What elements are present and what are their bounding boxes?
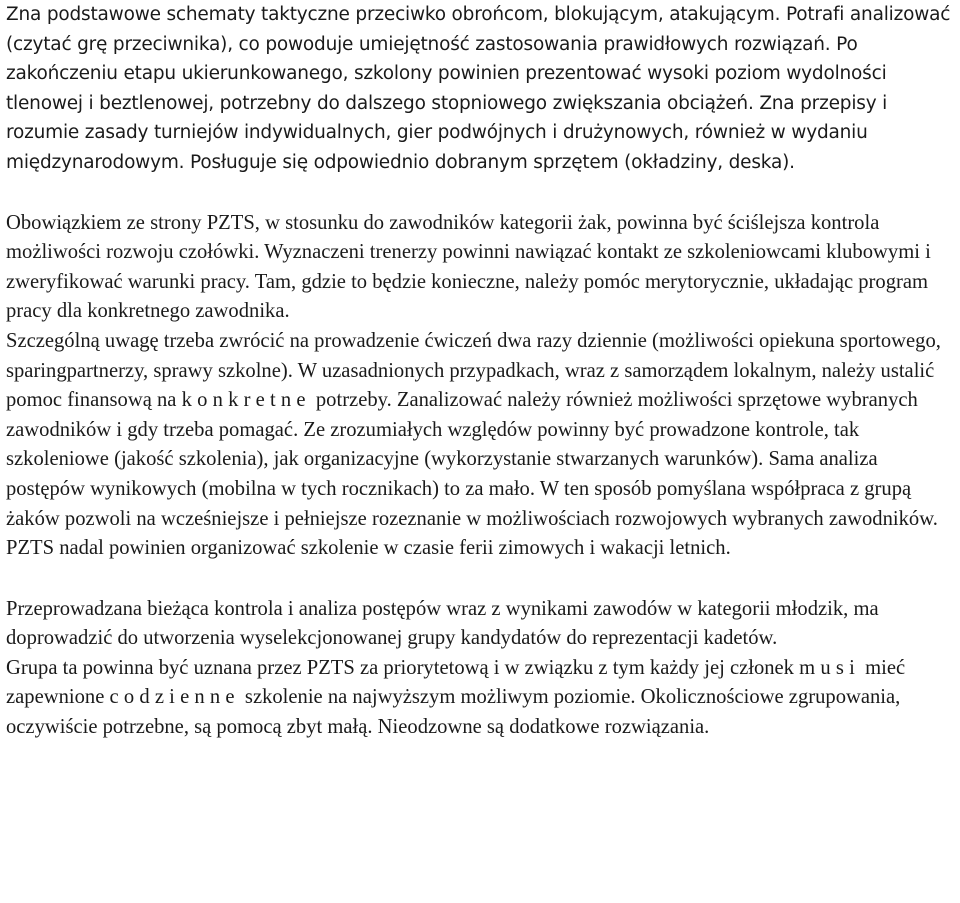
emphasized-word: codzienne <box>109 686 240 709</box>
paragraph-pzts-duties: Obowiązkiem ze strony PZTS, w stosunku do zawodników kategorii żak, powinna być ściślejsza kontrola możliwości rozwoju czołówki. Wyznaczeni trenerzy powinni nawiązać kontakt ze szkoleniowcami klubowymi i zweryfikować warunki pracy. Tam, gdzie to będzie konieczne, należy pomóc merytorycznie, układając program pracy dla konkretnego zawodnika. <box>6 211 931 323</box>
paragraph-player-skills: Zna podstawowe schematy taktyczne przeciwko obrońcom, blokującym, atakującym. Potrafi analizować (czytać grę przeciwnika), co powoduje umiejętność zastosowania prawidłowych rozwiązań. Po zakończeniu etapu ukierunkowanego, szkolony powinien prezentować wysoki poziom wydolności tlenowej i beztlenowej, potrzebny do dalszego stopniowego zwiększania obciążeń. Zna przepisy i rozumie zasady turniejów indywidualnych, gier podwójnych i drużynowych, również w wydaniu międzynarodowym. Posługuje się odpowiednio dobranym sprzętem (okładziny, deska). <box>6 4 951 173</box>
paragraph-text: mieć zapewnione <box>6 656 906 709</box>
paragraph-spacer <box>6 564 958 595</box>
emphasized-word: konkretne <box>181 389 311 412</box>
paragraph-priority-group <box>6 654 958 743</box>
paragraph-holiday-training: PZTS nadal powinien organizować szkolenie w czasie ferii zimowych i wakacji letnich. <box>6 537 731 560</box>
paragraph-spacer <box>6 178 958 209</box>
paragraph-training-attention <box>6 327 958 534</box>
document-page <box>6 0 958 743</box>
paragraph-junior-control: Przeprowadzana bieżąca kontrola i analiza postępów wraz z wynikami zawodów w kategorii młodzik, ma doprowadzić do utworzenia wyselekcjonowanej grupy kandydatów do reprezentacji kadetów. <box>6 597 879 650</box>
paragraph-text: potrzeby. Zanalizować należy również możliwości sprzętowe wybranych zawodników i gdy trzeba pomagać. Ze zrozumiałych względów powinny być prowadzone kontrole, tak szkoleniowe (jakość szkolenia), jak organizacyjne (wykorzystanie stwarzanych warunków). Sama analiza postępów wynikowych (mobilna w tych rocznikach) to za mało. W ten sposób pomyślana współpraca z grupą żaków pozwoli na wcześniejsze i pełniejsze rozeznanie w możliwościach rozwojowych wybranych zawodników. <box>6 389 938 530</box>
paragraph-text: Grupa ta powinna być uznana przez PZTS za priorytetową i w związku z tym każdy jej członek <box>6 656 800 679</box>
emphasized-word: musi <box>799 656 860 679</box>
paragraph-text: Szczególną uwagę trzeba zwrócić na prowadzenie ćwiczeń dwa razy dziennie (możliwości opiekuna sportowego, sparingpartnerzy, sprawy szkolne). W uzasadnionych przypadkach, wraz z samorządem lokalnym, należy ustalić pomoc finansową na <box>6 329 941 412</box>
paragraph-text: szkolenie na najwyższym możliwym poziomie. Okolicznościowe zgrupowania, oczywiście potrzebne, są pomocą zbyt małą. Nieodzowne są dodatkowe rozwiązania. <box>6 686 901 739</box>
